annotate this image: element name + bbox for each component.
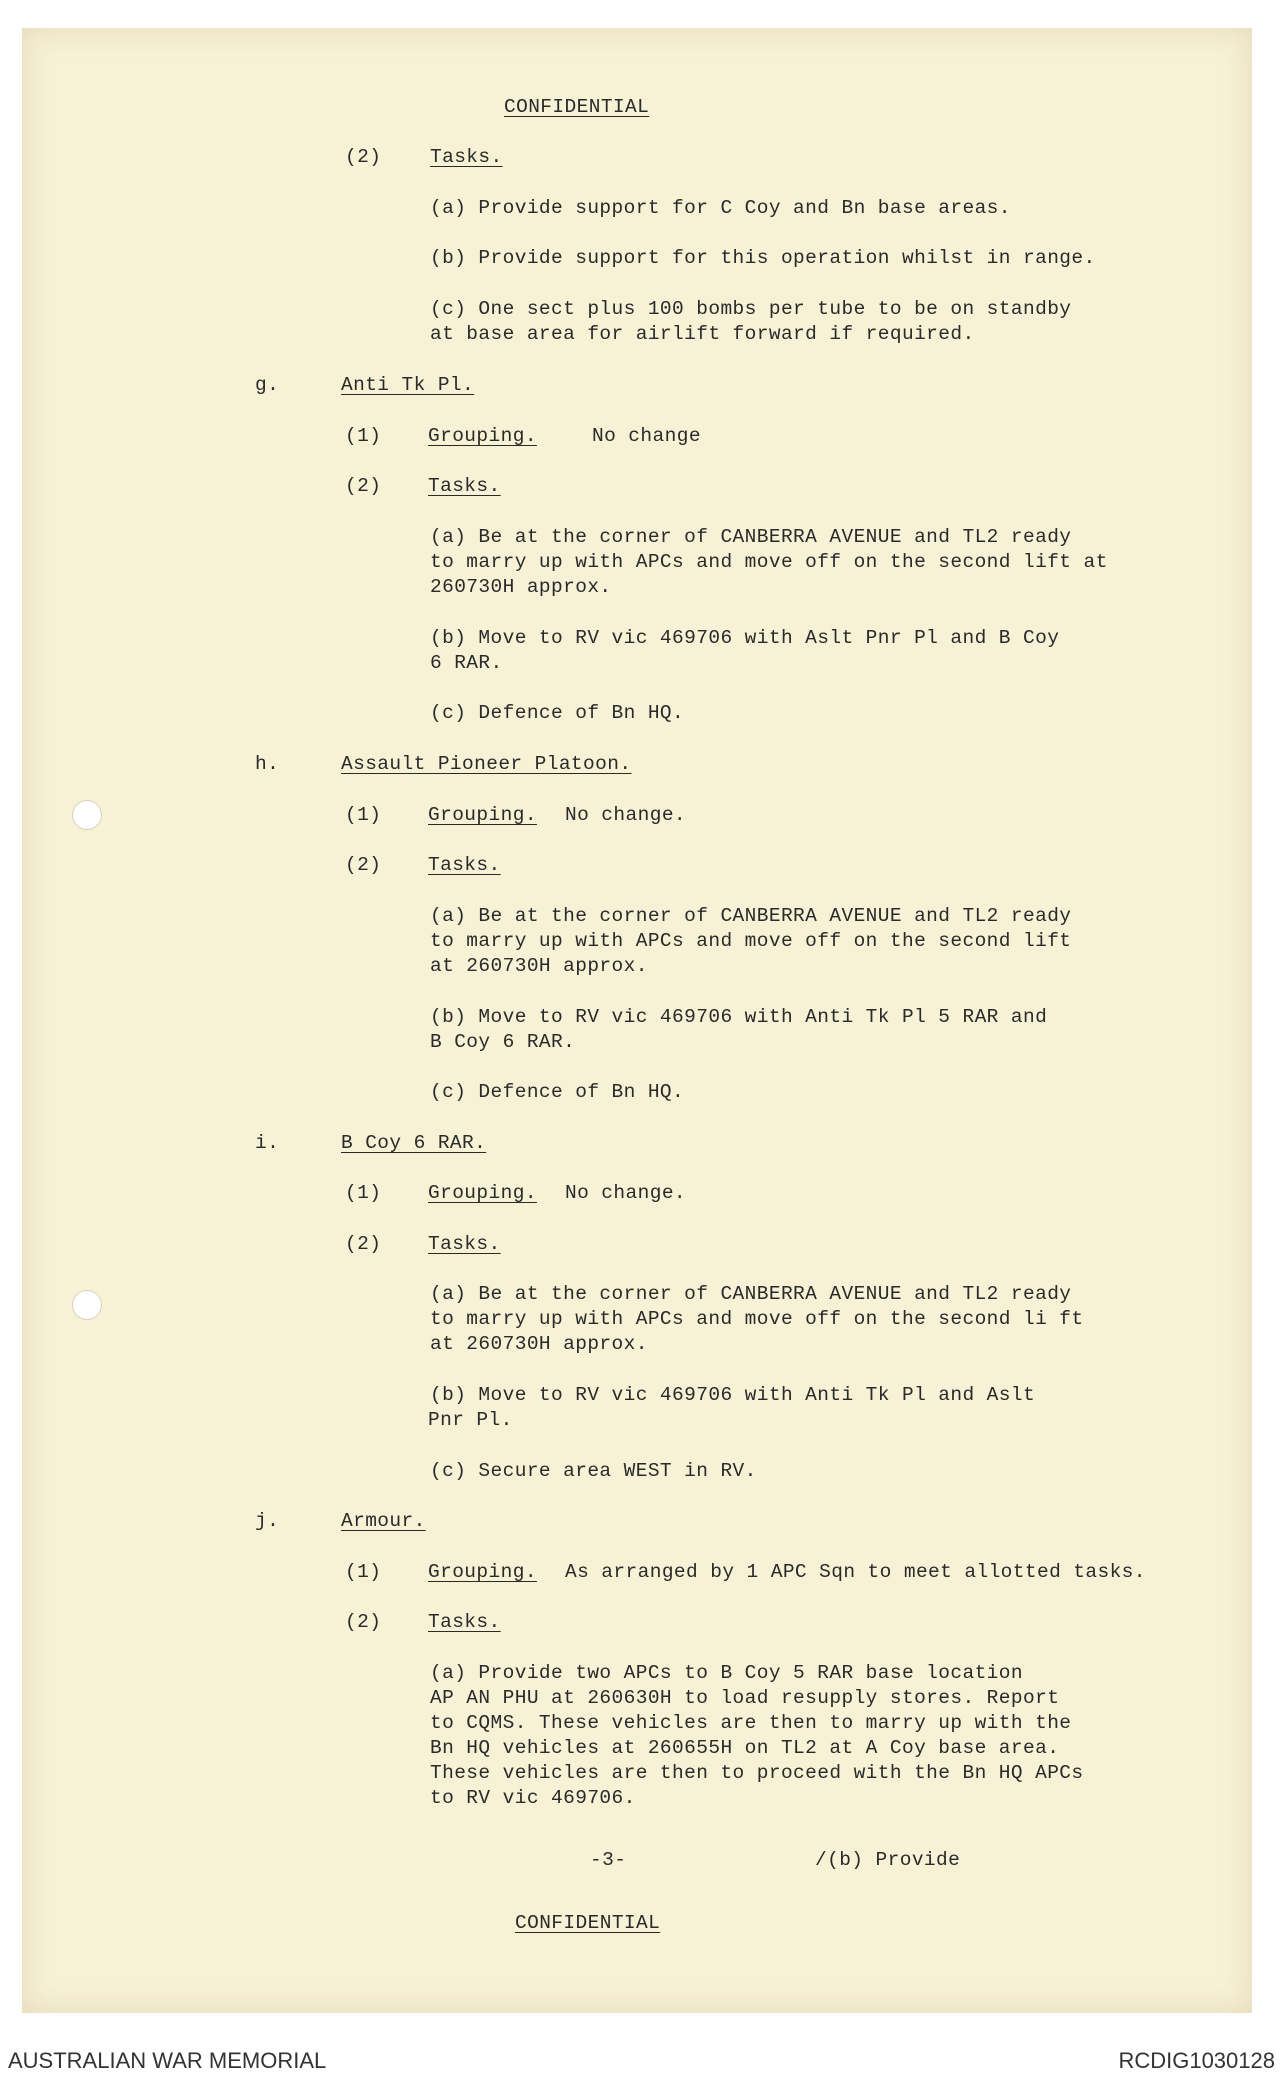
section-i-task-a-line2: to marry up with APCs and move off on the second li ft	[430, 1308, 1084, 1330]
section-j-grouping-number: (1)	[345, 1561, 382, 1583]
section-h-task-a-line3: at 260730H approx.	[430, 955, 648, 977]
top-task-b: (b) Provide support for this operation whilst in range.	[430, 247, 1096, 269]
top-task-a: (a) Provide support for C Coy and Bn base areas.	[430, 197, 1011, 219]
section-j-task-a-line6: to RV vic 469706.	[430, 1787, 636, 1809]
section-j-tasks-heading: Tasks.	[428, 1611, 501, 1633]
top-tasks-number: (2)	[345, 146, 382, 168]
page-number: -3-	[590, 1849, 627, 1871]
section-h-task-a-line1: (a) Be at the corner of CANBERRA AVENUE and TL2 ready	[430, 905, 1072, 927]
section-h-grouping-number: (1)	[345, 804, 382, 826]
section-g-grouping-label: Grouping.	[428, 425, 537, 447]
section-i-task-a-line3: at 260730H approx.	[430, 1333, 648, 1355]
section-h-task-b-line2: B Coy 6 RAR.	[430, 1031, 576, 1053]
section-i-grouping-number: (1)	[345, 1182, 382, 1204]
section-g-task-a-line3: 260730H approx.	[430, 576, 612, 598]
catchword: /(b) Provide	[815, 1849, 961, 1871]
record-id: RCDIG1030128	[1118, 2048, 1275, 2073]
section-i-tasks-number: (2)	[345, 1233, 382, 1255]
section-j-task-a-line1: (a) Provide two APCs to B Coy 5 RAR base location	[430, 1662, 1023, 1684]
section-g-task-c: (c) Defence of Bn HQ.	[430, 702, 685, 724]
section-h-task-b-line1: (b) Move to RV vic 469706 with Anti Tk Pl 5 RAR and	[430, 1006, 1048, 1028]
section-j-title: Armour.	[341, 1510, 426, 1532]
section-g-task-b-line1: (b) Move to RV vic 469706 with Aslt Pnr Pl and B Coy	[430, 627, 1060, 649]
section-i-grouping-label: Grouping.	[428, 1182, 537, 1204]
punch-hole-bottom	[72, 1290, 102, 1320]
section-h-tasks-heading: Tasks.	[428, 854, 501, 876]
section-h-task-c: (c) Defence of Bn HQ.	[430, 1081, 685, 1103]
section-i-title: B Coy 6 RAR.	[341, 1132, 487, 1154]
section-j-task-a-line4: Bn HQ vehicles at 260655H on TL2 at A Coy base area.	[430, 1737, 1060, 1759]
section-j-task-a-line5: These vehicles are then to proceed with the Bn HQ APCs	[430, 1762, 1084, 1784]
section-g-grouping-value: No change	[592, 425, 701, 447]
section-i-task-b-line1: (b) Move to RV vic 469706 with Anti Tk Pl and Aslt	[430, 1384, 1036, 1406]
section-g-task-a-line1: (a) Be at the corner of CANBERRA AVENUE and TL2 ready	[430, 526, 1072, 548]
section-i-task-c: (c) Secure area WEST in RV.	[430, 1460, 757, 1482]
section-g-tasks-heading: Tasks.	[428, 475, 501, 497]
archive-label: AUSTRALIAN WAR MEMORIAL	[8, 2048, 327, 2073]
footer-classification: CONFIDENTIAL	[515, 1912, 661, 1934]
section-i-tasks-heading: Tasks.	[428, 1233, 501, 1255]
section-g-tasks-number: (2)	[345, 475, 382, 497]
section-i-grouping-value: No change.	[565, 1182, 687, 1204]
section-g-task-a-line2: to marry up with APCs and move off on the second lift at	[430, 551, 1108, 573]
section-h-task-a-line2: to marry up with APCs and move off on the second lift	[430, 930, 1072, 952]
section-g-title: Anti Tk Pl.	[341, 374, 475, 396]
section-h-letter: h.	[255, 753, 280, 775]
top-tasks-heading: Tasks.	[430, 146, 503, 168]
section-j-grouping-value: As arranged by 1 APC Sqn to meet allotted tasks.	[565, 1561, 1146, 1583]
header-classification: CONFIDENTIAL	[504, 96, 650, 118]
section-i-letter: i.	[255, 1132, 280, 1154]
section-j-letter: j.	[255, 1510, 280, 1532]
section-g-task-b-line2: 6 RAR.	[430, 652, 503, 674]
top-task-c-line2: at base area for airlift forward if required.	[430, 323, 975, 345]
section-h-grouping-value: No change.	[565, 804, 687, 826]
section-j-grouping-label: Grouping.	[428, 1561, 537, 1583]
section-i-task-a-line1: (a) Be at the corner of CANBERRA AVENUE and TL2 ready	[430, 1283, 1072, 1305]
section-i-task-b-line2: Pnr Pl.	[428, 1409, 513, 1431]
top-task-c-line1: (c) One sect plus 100 bombs per tube to be on standby	[430, 298, 1072, 320]
section-g-grouping-number: (1)	[345, 425, 382, 447]
section-g-letter: g.	[255, 374, 280, 396]
section-j-tasks-number: (2)	[345, 1611, 382, 1633]
section-h-title: Assault Pioneer Platoon.	[341, 753, 632, 775]
section-h-grouping-label: Grouping.	[428, 804, 537, 826]
section-j-task-a-line3: to CQMS. These vehicles are then to marry up with the	[430, 1712, 1072, 1734]
section-h-tasks-number: (2)	[345, 854, 382, 876]
section-j-task-a-line2: AP AN PHU at 260630H to load resupply stores. Report	[430, 1687, 1060, 1709]
punch-hole-top	[72, 800, 102, 830]
